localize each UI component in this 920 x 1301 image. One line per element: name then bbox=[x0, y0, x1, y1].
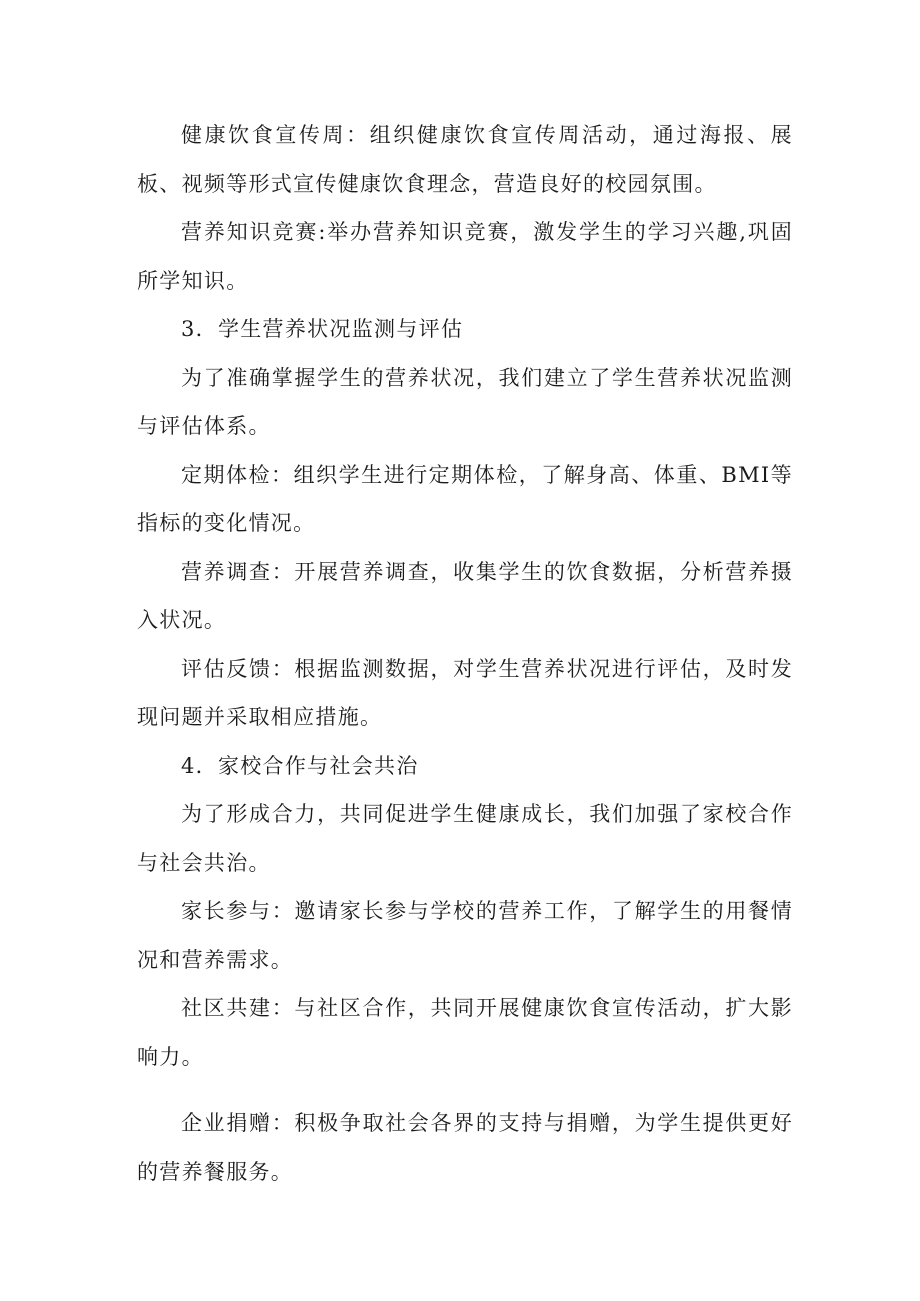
paragraph-regular-checkup: 定期体检：组织学生进行定期体检，了解身高、体重、BMI等指标的变化情况。 bbox=[137, 462, 793, 535]
paragraph-nutrition-contest: 营养知识竞赛:举办营养知识竞赛，激发学生的学习兴趣,巩固所学知识。 bbox=[137, 220, 793, 293]
paragraph-evaluation-feedback: 评估反馈：根据监测数据，对学生营养状况进行评估，及时发现问题并采取相应措施。 bbox=[137, 656, 793, 729]
section-heading-4: 4．家校合作与社会共治 bbox=[181, 753, 419, 778]
paragraph-parent-participation: 家长参与：邀请家长参与学校的营养工作，了解学生的用餐情况和营养需求。 bbox=[137, 899, 793, 972]
section-heading-3: 3．学生营养状况监测与评估 bbox=[181, 317, 464, 341]
paragraph-health-diet-week: 健康饮食宣传周：组织健康饮食宣传周活动，通过海报、展板、视频等形式宣传健康饮食理念，营造良好的校园氛围。 bbox=[137, 123, 793, 196]
paragraph-cooperation-intro: 为了形成合力，共同促进学生健康成长，我们加强了家校合作与社会共治。 bbox=[137, 802, 793, 875]
paragraph-community-building: 社区共建：与社区合作，共同开展健康饮食宣传活动，扩大影响力。 bbox=[137, 996, 793, 1069]
paragraph-enterprise-donation: 企业捐赠：积极争取社会各界的支持与捐赠，为学生提供更好的营养餐服务。 bbox=[137, 1111, 793, 1184]
paragraph-monitoring-intro: 为了准确掌握学生的营养状况，我们建立了学生营养状况监测与评估体系。 bbox=[137, 365, 793, 438]
paragraph-gap bbox=[137, 1081, 793, 1099]
document-body bbox=[137, 111, 793, 1196]
paragraph-nutrition-survey: 营养调查：开展营养调查，收集学生的饮食数据，分析营养摄入状况。 bbox=[137, 559, 793, 632]
